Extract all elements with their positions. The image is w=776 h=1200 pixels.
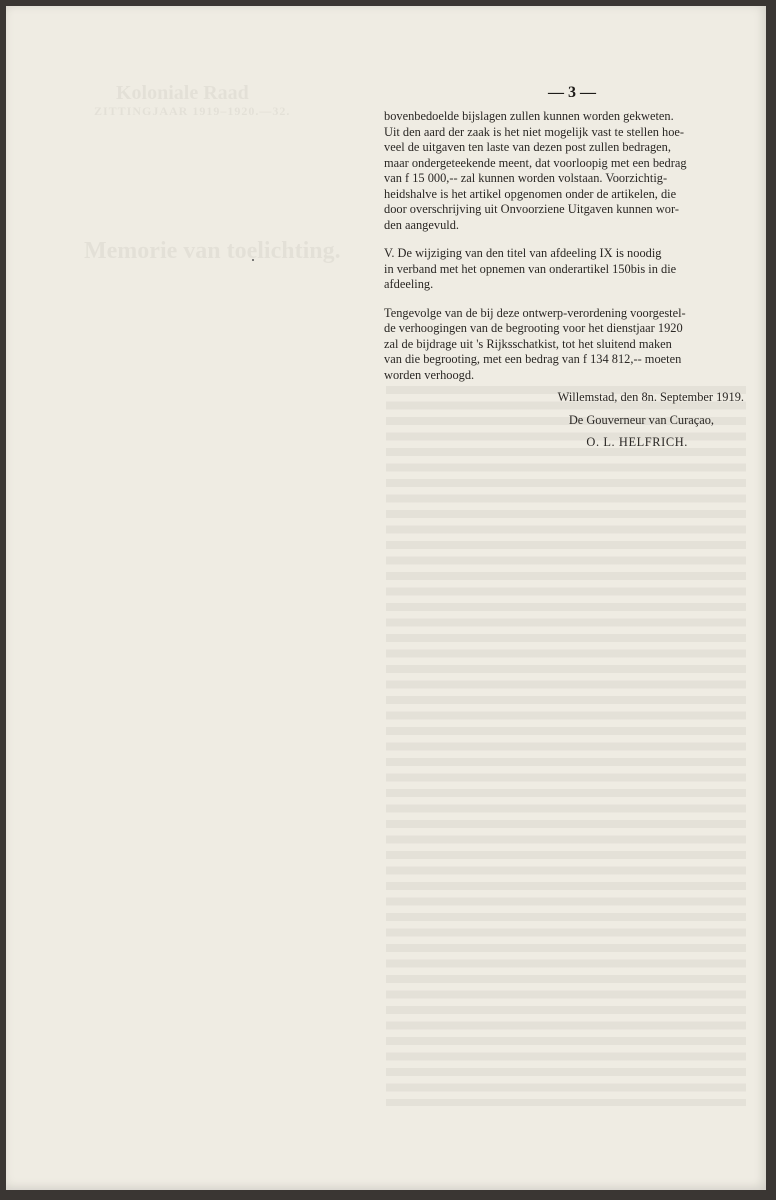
document-page [6,6,766,1190]
body-text [384,109,744,451]
bleed-through-text-block [386,386,746,1106]
bleed-through-heading: Koloniale Raad [116,82,249,104]
signatory: O. L. HELFRICH. [586,435,688,449]
page-number: — 3 — [548,84,596,101]
bleed-through-session: ZITTINGJAAR 1919–1920.—32. [94,104,291,118]
paragraph-2: V. De wijziging van den titel van afdeeling IX is noodig in verband met het opnemen van onderartikel 150bis in die afdeeling. [384,246,677,291]
place-date: Willemstad, den 8n. September 1919. [557,390,744,404]
paragraph-1: bovenbedoelde bijslagen zullen kunnen worden gekweten. Uit den aard der zaak is het niet mogelijk vast te stellen hoe- veel de uitgaven ten laste van dezen post zullen bedragen, maar ondergeteekende meent, dat voorloopig met een bedrag van f 15 000,-- zal kunnen worden volstaan. Voorzichtig- heidshalve is het artikel opgenomen onder de artikelen, die door overschrijving uit Onvoorziene Uitgaven kunnen wor- den aangevuld. [384,109,687,232]
bleed-through-title: Memorie van toelichting. [84,238,341,264]
paragraph-3: Tengevolge van de bij deze ontwerp-verordening voorgestel- de verhoogingen van de begrooting voor het dienstjaar 1920 zal de bijdrage uit 's Rijksschatkist, tot het sluitend maken van die begrooting, met een bedrag van f 134 812,-- moeten worden verhoogd. [384,305,686,382]
office-title: De Gouverneur van Curaçao, [568,412,714,427]
ink-speck [252,259,254,261]
